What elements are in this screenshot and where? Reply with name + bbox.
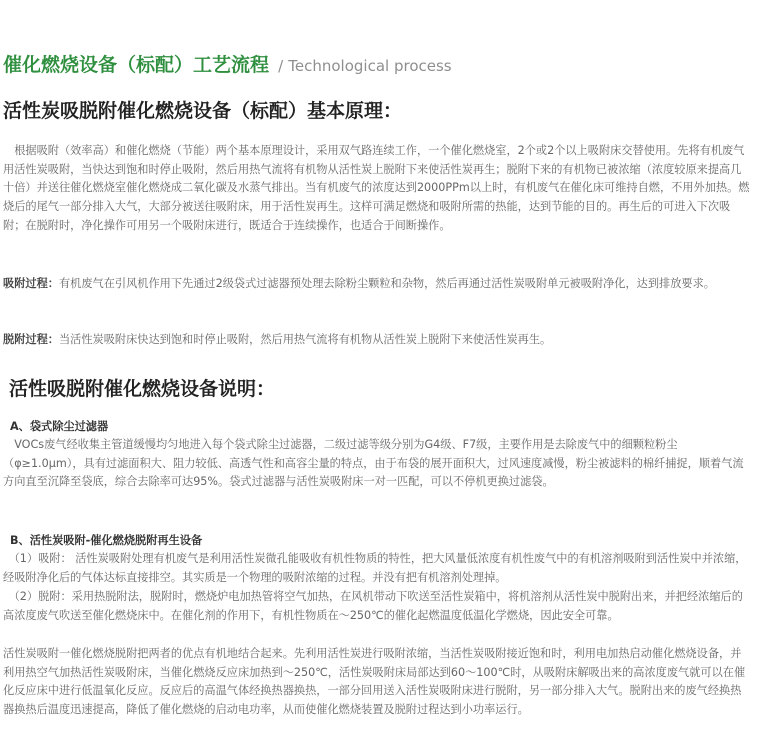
section-b-adsorption: （1）吸附： 活性炭吸附处理有机废气是利用活性炭微孔能吸收有机性物质的特性，把大风量低浓度有机性废气中的有机溶剂吸附到活性炭中并浓缩，经吸附净化后的气体达标直接排空。其实质是一个物理的吸附浓缩的过程。并没有把有机溶剂处理掉。 — [3, 552, 747, 584]
title-separator: / — [278, 57, 284, 75]
principle-heading: 活性炭吸脱附催化燃烧设备（标配）基本原理： — [3, 100, 403, 122]
page-subtitle-en: Technological process — [288, 57, 452, 75]
desorption-text: 当活性炭吸附床快达到饱和时停止吸附，然后用热气流将有机物从活性炭上脱附下来使活性炭再生。 — [58, 333, 552, 346]
description-heading: 活性吸脱附催化燃烧设备说明： — [9, 378, 276, 400]
section-b-desorption: （2）脱附：采用热脱附法，脱附时，燃烧炉电加热管将空气加热，在风机带动下吹送至活性炭箱中，将机溶剂从活性炭中脱附出来，并把经浓缩后的高浓度废气吹送至催化燃烧床中。在催化剂的作用下，有机性物质在～250℃的催化起燃温度低温化学燃烧，因此安全可靠。 — [3, 590, 743, 622]
section-b-title: B、活性炭吸附-催化燃烧脱附再生设备 — [10, 534, 203, 547]
adsorption-label: 吸附过程： — [3, 277, 59, 290]
section-b-summary: 活性炭吸附一催化燃烧脱附把两者的优点有机地结合起来。先利用活性炭进行吸附浓缩，当活性炭吸附接近饱和时，利用电加热启动催化燃烧设备，并利用热空气加热活性炭吸附床，当催化燃烧反应床加热到～250℃，活性炭吸附床局部达到60～100℃时，从吸附床解吸出来的高浓度废气就可以在催化反应床中进行低温氧化反应。反应后的高温气体经换热器换热，一部分回用送入活性炭吸附床进行脱附，另一部分排入大气。脱附出来的废气经换热器换热后温度迅速提高，降低了催化燃烧的启动电功率，从而使催化燃烧装置及脱附过程达到小功率运行。 — [3, 647, 746, 717]
desorption-label: 脱附过程： — [3, 333, 59, 346]
section-a-title: A、袋式除尘过滤器 — [10, 420, 109, 433]
section-a-text: VOCs废气经收集主管道缓慢均匀地进入每个袋式除尘过滤器，二级过滤等级分别为G4级、F7级，主要作用是去除废气中的细颗粒粉尘（φ≥1.0μm），具有过滤面积大、阻力较低、高透气性和高容尘量的特点，由于布袋的展开面积大，过风速度减慢，粉尘被滤料的棉纤捕捉，顺着气流方向直至沉降至袋底，综合去除率可达95%。袋式过滤器与活性炭吸附床一对一匹配，可以不停机更换过滤袋。 — [3, 438, 744, 489]
adsorption-text: 有机废气在引风机作用下先通过2级袋式过滤器预处理去除粉尘颗粒和杂物，然后再通过活性炭吸附单元被吸附净化，达到排放要求。 — [58, 277, 715, 290]
page-header — [3, 50, 452, 77]
principle-intro: 根据吸附（效率高）和催化燃烧（节能）两个基本原理设计，采用双气路连续工作，一个催化燃烧室，2个或2个以上吸附床交替使用。先将有机废气用活性炭吸附，当快达到饱和时停止吸附，然后用热气流将有机物从活性炭上脱附下来使活性炭再生；脱附下来的有机物已被浓缩（浓度较原来提高几十倍）并送往催化燃烧室催化燃烧成二氧化碳及水蒸气排出。当有机废气的浓度达到2000PPm以上时，有机废气在催化床可维持自燃，不用外加热。燃烧后的尾气一部分排入大气，大部分被送往吸附床，用于活性炭再生。这样可满足燃烧和吸附所需的热能，达到节能的目的。再生后的可进入下次吸附；在脱附时，净化操作可用另一个吸附床进行，既适合于连续操作，也适合于间断操作。 — [3, 144, 750, 232]
page-title: 催化燃烧设备（标配）工艺流程 — [3, 54, 270, 76]
desorption-paragraph — [3, 331, 751, 350]
adsorption-paragraph — [3, 275, 751, 294]
